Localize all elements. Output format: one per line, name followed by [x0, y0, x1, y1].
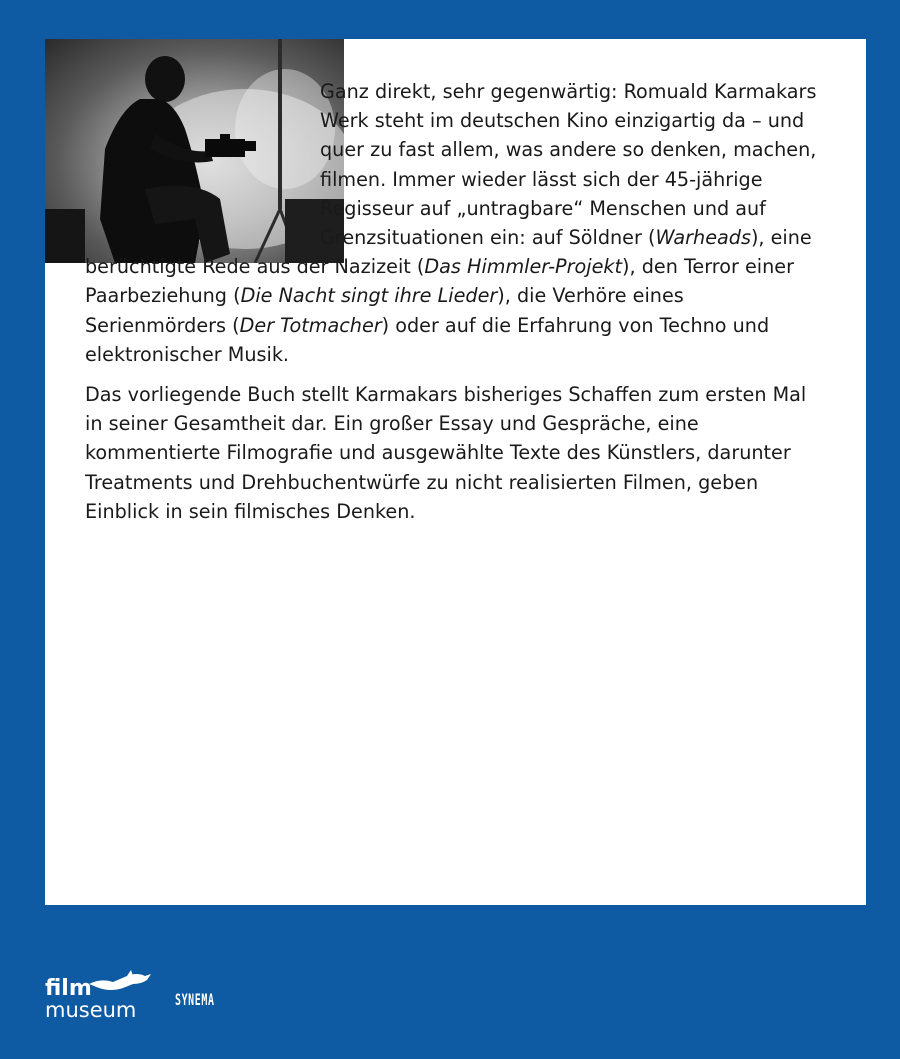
paragraph-1-seg-5: ) oder auf die Erfahrung von Techno und elektronischer Musik.: [85, 313, 770, 366]
film-title-himmler: Das Himmler-Projekt: [424, 255, 623, 279]
paragraph-1-text: Ganz direkt, sehr gegenwärtig: Romuald Karmakars Werk steht im deutschen Kino einzigartig da – und quer zu fast allem, was andere so denken, machen, filmen. Immer wieder lässt sich der 45-jährige Regisseur auf „untragbare“ Menschen und auf Grenzsituationen ein: auf Söldner (: [320, 80, 817, 250]
content-panel: [45, 39, 866, 905]
paragraph-2: Das vorliegende Buch stellt Karmakars bisheriges Schaffen zum ersten Mal in seiner Gesamtheit dar. Ein großer Essay und Gespräche, eine kommentierte Filmografie und ausgewählte Texte des Künstlers, darunter Treatments und Drehbuchentwürfe zu nicht realisierten Filmen, geben Einblick in sein filmisches Denken.: [85, 383, 807, 523]
description-text: [85, 77, 825, 537]
film-title-nacht: Die Nacht singt ihre Lieder: [240, 284, 498, 308]
film-title-warheads: Warheads: [655, 226, 751, 250]
logo-museum-word: museum: [45, 998, 137, 1022]
film-title-totmacher: Der Totmacher: [239, 313, 382, 337]
synema-logo: SYNEMA: [175, 990, 215, 1009]
paragraph-1-seg-2: ), eine berüchtigte Rede aus der Nazizeit (: [85, 226, 812, 279]
filmmuseum-bird-icon: [87, 970, 153, 998]
series-label: FilmmuseumSynemaPublikationen: [604, 885, 819, 900]
paragraph-1-seg-3: ), den Terror einer Paarbeziehung (: [85, 255, 794, 308]
logo-film-word: film: [45, 976, 92, 1001]
photo-wrap-spacer: [45, 39, 320, 225]
paragraph-1-seg-4: ), die Verhöre eines Serienmörders (: [85, 284, 684, 337]
